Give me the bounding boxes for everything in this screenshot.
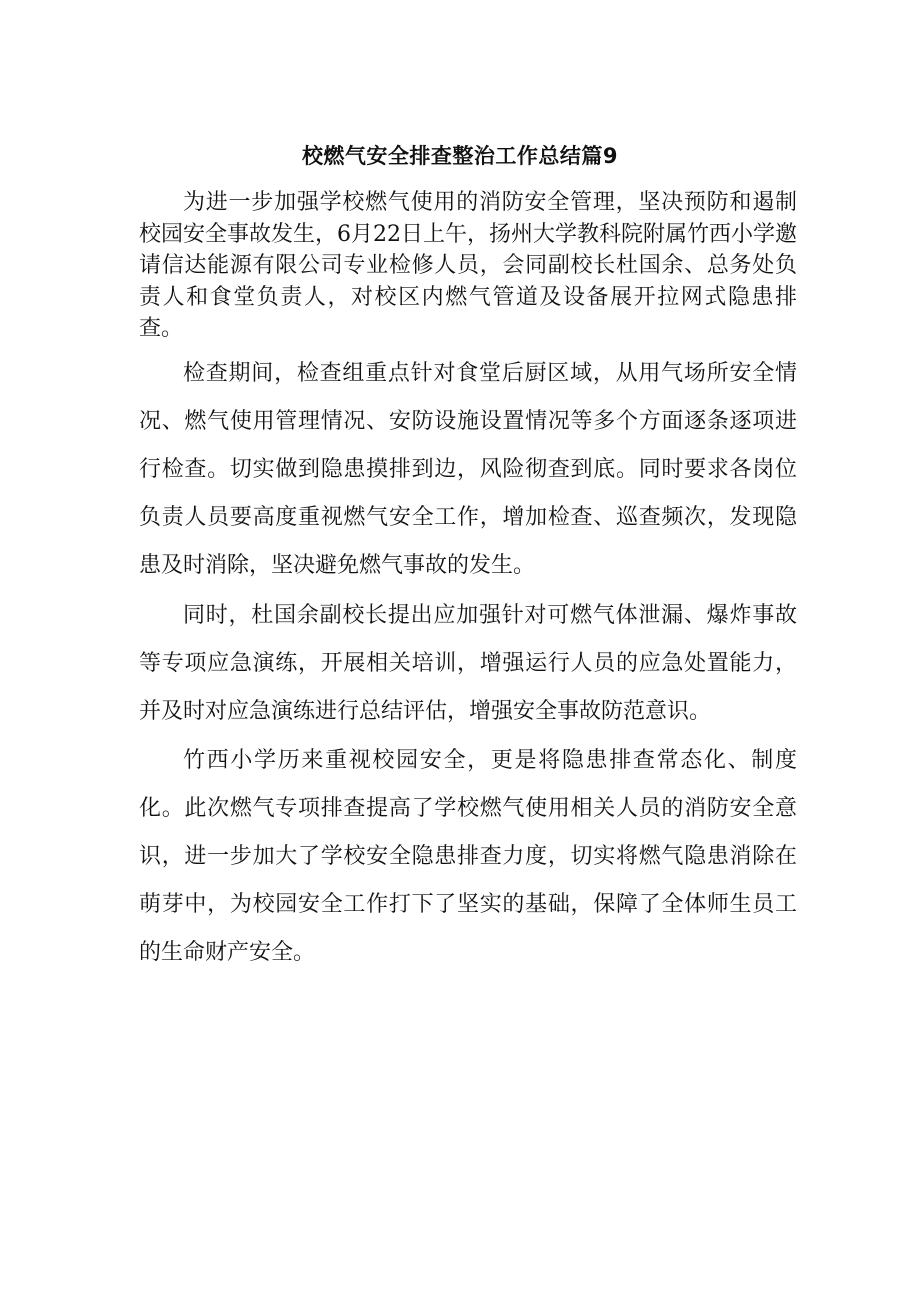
paragraph-1: 为进一步加强学校燃气使用的消防安全管理，坚决预防和遏制校园安全事故发生，6月22日上午，扬州大学教科院附属竹西小学邀请信达能源有限公司专业检修人员，会同副校长杜国余、总务处负责人和食堂负责人，对校区内燃气管道及设备展开拉网式隐患排查。 [139,190,797,341]
document-title: 校燃气安全排查整治工作总结篇9 [301,144,619,168]
paragraph-2: 检查期间，检查组重点针对食堂后厨区域，从用气场所安全情况、燃气使用管理情况、安防设施设置情况等多个方面逐条逐项进行检查。切实做到隐患摸排到边，风险彻查到底。同时要求各岗位负责人员要高度重视燃气安全工作，增加检查、巡查频次，发现隐患及时消除，坚决避免燃气事故的发生。 [139,361,797,578]
paragraph-3: 同时，杜国余副校长提出应加强针对可燃气体泄漏、爆炸事故等专项应急演练，开展相关培训，增强运行人员的应急处置能力，并及时对应急演练进行总结评估，增强安全事故防范意识。 [139,603,797,724]
paragraph-4: 竹西小学历来重视校园安全，更是将隐患排查常态化、制度化。此次燃气专项排查提高了学校燃气使用相关人员的消防安全意识，进一步加大了学校安全隐患排查力度，切实将燃气隐患消除在萌芽中，为校园安全工作打下了坚实的基础，保障了全体师生员工的生命财产安全。 [139,748,797,965]
